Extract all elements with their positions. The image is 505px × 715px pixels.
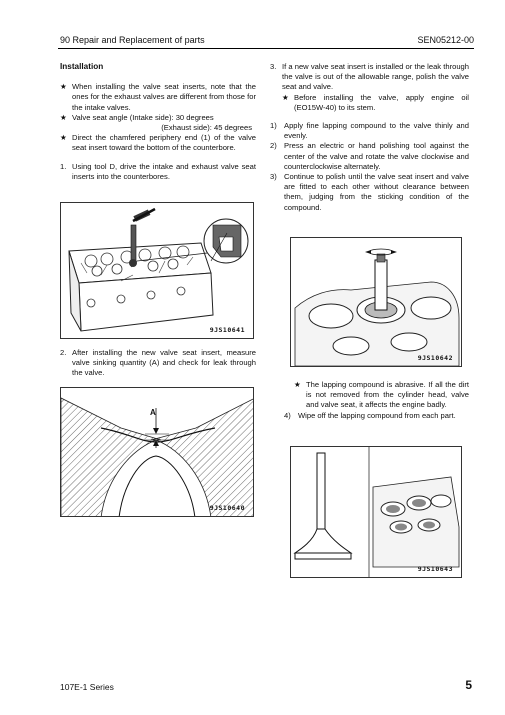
step-1 xyxy=(60,162,256,182)
step-number: 3. xyxy=(270,62,277,71)
right-column-lower xyxy=(270,380,469,421)
note-text: When installing the valve seat inserts, note that the ones for the exhaust valves are different from those for the intake valves. xyxy=(72,82,256,112)
note-text: Before installing the valve, apply engine oil (EO15W-40) to its stem. xyxy=(294,92,469,112)
page-number: 5 xyxy=(465,678,472,692)
substep-4 xyxy=(284,411,469,421)
left-column-lower xyxy=(60,348,256,379)
note-engine-oil xyxy=(270,93,469,113)
step-text: If a new valve seat insert is installed or the leak through the valve is out of the allowable range, polish the valve seat and valve. xyxy=(282,62,469,92)
star-marker: ★ xyxy=(282,92,289,102)
figure-code: 9JS10641 xyxy=(209,326,245,334)
document-code: SEN05212-00 xyxy=(417,35,474,45)
substep-text: Apply fine lapping compound to the valve thinly and evenly. xyxy=(284,121,469,141)
substep-number: 3) xyxy=(270,172,277,182)
left-column xyxy=(60,62,256,182)
substep-number: 4) xyxy=(284,410,291,420)
figure-valve-sinking xyxy=(60,387,254,517)
note-exhaust-different xyxy=(60,82,256,113)
note-seat-angle xyxy=(60,113,256,123)
header-rule xyxy=(58,48,474,49)
substep-text: Wipe off the lapping compound from each part. xyxy=(298,410,456,420)
valve-cross-section-drawing xyxy=(61,388,254,517)
substep-1 xyxy=(270,121,469,141)
valve-and-head-drawing xyxy=(291,447,462,578)
figure-wipe-compound xyxy=(290,446,462,578)
star-marker: ★ xyxy=(60,112,67,122)
step-number: 1. xyxy=(60,161,67,171)
section-title: 90 Repair and Replacement of parts xyxy=(60,35,205,45)
caution-text: The lapping compound is abrasive. If all the dirt is not removed from the cylinder head, valve and valve seat, it affects the engine badly. xyxy=(306,380,469,410)
footer-series: 107E-1 Series xyxy=(60,682,114,692)
step-3 xyxy=(270,62,469,93)
star-marker: ★ xyxy=(294,380,301,389)
substep-number: 1) xyxy=(270,121,277,131)
figure-valve-seat-installation xyxy=(60,202,254,339)
substep-2 xyxy=(270,141,469,172)
figure-code: 9JS10643 xyxy=(417,565,453,573)
step-text: After installing the new valve seat insert, measure valve sinking quantity (A) and check for leak through the valve. xyxy=(72,348,256,378)
substep-3 xyxy=(270,172,469,213)
substep-number: 2) xyxy=(270,141,277,151)
note-text: Direct the chamfered periphery end (1) of the valve seat insert toward the bottom of the counterbore. xyxy=(72,133,256,153)
dimension-label-a: A xyxy=(150,408,156,417)
step-text: Using tool D, drive the intake and exhaust valve seat inserts into the counterbores. xyxy=(72,161,256,181)
note-text: Valve seat angle (Intake side): 30 degrees xyxy=(72,112,214,122)
figure-code: 9JS10640 xyxy=(209,504,245,512)
caution-note xyxy=(270,380,469,411)
step-number: 2. xyxy=(60,348,67,357)
step-2 xyxy=(60,348,256,379)
right-column xyxy=(270,62,469,213)
note-chamfer-direction xyxy=(60,133,256,153)
figure-code: 9JS10642 xyxy=(417,354,453,362)
cylinder-head-tool-drawing xyxy=(61,203,254,339)
star-marker: ★ xyxy=(60,82,67,92)
substep-text: Continue to polish until the valve seat insert and valve are fitted to each other without clearance between them, judging from the sticking condition of the compound. xyxy=(284,172,469,212)
figure-valve-polishing xyxy=(290,237,462,367)
substep-text: Press an electric or hand polishing tool against the center of the valve and rotate the valve clockwise and counterclockwise alternately. xyxy=(284,141,469,171)
star-marker: ★ xyxy=(60,133,67,143)
polishing-tool-drawing xyxy=(291,238,462,367)
exhaust-angle: (Exhaust side): 45 degrees xyxy=(161,123,252,133)
installation-heading: Installation xyxy=(60,62,104,71)
